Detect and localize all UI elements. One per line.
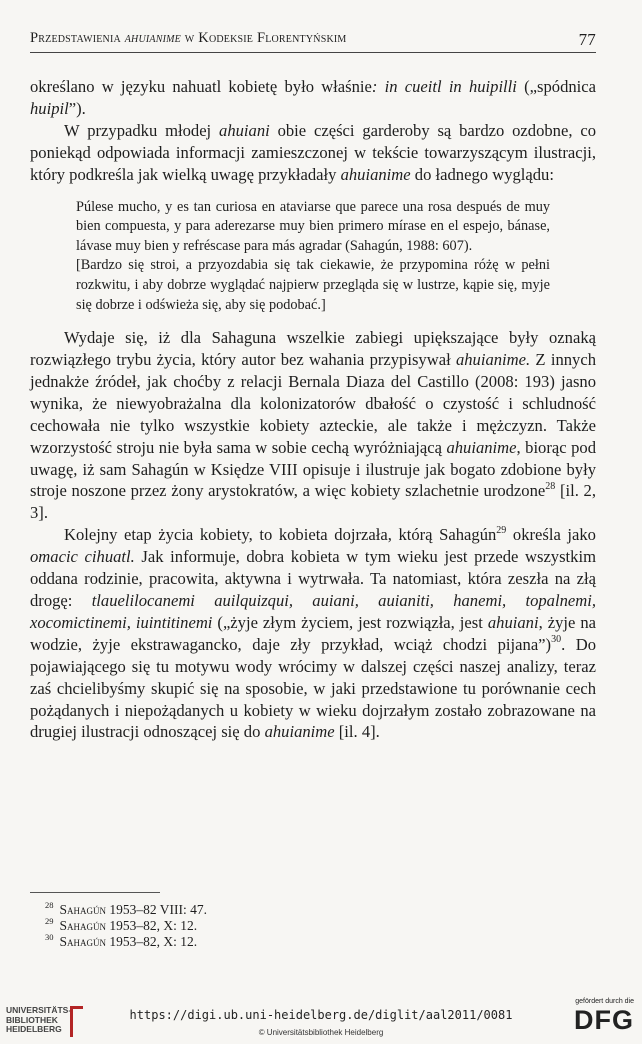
footnote-item: $^{30}$ Sahagún 1953–82, X: 12. xyxy=(45,931,198,949)
dfg-logo[interactable]: gefördert durch die DFG xyxy=(574,998,634,1035)
library-logo[interactable]: UNIVERSITÄTS- BIBLIOTHEK HEIDELBERG xyxy=(6,1006,71,1035)
paragraph-3: Wydaje się, iż dla Sahaguna wszelkie zabiegi upiększające były oznaką rozwiązłego trybu życia, który autor bez wahania przypisywał ahuianime. Z innych jednakże źródeł, jak choćby z relacji Bernala Diaza del Castillo (2008: 193) jasno wynika, że niewyobrażalna dla kolonizatorów dbałość o czystość i schludność cechowała nie tylko wszystkie kobiety azteckie, ale także i mężczyzn. Także wzorzystość stroju nie była sama w sobie cechą wyróżniającą ahuianime, biorąc pod uwagę, iż sam Sahagún w Księdze VIII opisuje i ilustruje jak bogato zdobione były stroje noszone przez żony arystokratów, a więc kobiety szlachetnie urodzone$^{28}$ [il. 2, 3]. xyxy=(30,328,596,523)
footnote-ref-28[interactable]: 28 xyxy=(545,480,556,492)
running-head xyxy=(30,30,596,53)
footnote-divider xyxy=(30,892,160,893)
footnote-item: $^{29}$ Sahagún 1953–82, X: 12. xyxy=(45,915,198,933)
paragraph-1: określano w języku nahuatl kobietę było właśnie: in cueitl in huipilli („spódnica huipil”). xyxy=(30,77,596,118)
body-text xyxy=(30,76,596,743)
footnote-ref-30[interactable]: 30 xyxy=(551,634,562,646)
quote-spanish: Púlese mucho, y es tan curiosa en ataviarse que parece una rosa después de muy bien compuesta, y para aderezarse muy bien primero mírase en el espejo, bánase, lávase muy bien y refréscase para más agradar (Sahagún, 1988: 607). xyxy=(76,198,550,254)
footnote-ref-29[interactable]: 29 xyxy=(496,524,507,536)
quote-polish: [Bardzo się stroi, a przyozdabia się tak ciekawie, że przypomina różę w pełni rozkwitu, i aby dobrze wyglądać najpierw przegląda się w lustrze, kąpie się, myje się dobrze i odświeża się, aby się podobać.] xyxy=(76,257,550,313)
digitization-footer xyxy=(0,994,642,1044)
block-quote xyxy=(76,198,550,316)
page-number: 77 xyxy=(578,30,596,49)
footnote-item: $^{28}$ Sahagún 1953–82 VIII: 47. xyxy=(45,899,208,917)
permalink-url[interactable]: https://digi.ub.uni-heidelberg.de/diglit/aal2011/0081 xyxy=(129,1008,513,1022)
running-title: Przedstawienia ahuianime w Kodeksie Florentyńskim xyxy=(30,30,347,46)
copyright-notice: © Universitätsbibliothek Heidelberg xyxy=(258,1028,384,1037)
footnotes xyxy=(45,899,208,950)
paragraph-2: W przypadku młodej ahuiani obie części garderoby są bardzo ozdobne, co poniekąd odpowiada informacji zamieszczonej w tekście towarzyszącym ilustracji, który podkreśla jak wielką uwagę przykładały ahuianime do ładnego wyglądu: xyxy=(30,120,596,184)
paragraph-4: Kolejny etap życia kobiety, to kobieta dojrzała, którą Sahagún$^{29}$ określa jako omacic cihuatl. Jak informuje, dobra kobieta w tym wieku jest przede wszystkim oddana rodzinie, pracowita, aktywna i wytrwała. Ta natomiast, która zeszła na złą drogę: tlauelilocanemi auilquizqui, auiani, auianiti, hanemi, topalnemi, xocomictinemi, iuintitinemi („żyje złym życiem, jest rozwiązła, jest ahuiani, żyje na wodzie, żyje ekstrawagancko, daje zły przykład, wciąż chodzi pijana”)$^{30}$. Do pojawiającego się tu motywu wody wrócimy w dalszej części naszej analizy, teraz zaś chcielibyśmy skupić się na sposobie, w jaki przedstawione tu porównanie cech pożądanych i niepożądanych u kobiety w wieku dojrzałym zostało zobrazowane na drugiej ilustracji odnoszącej się do ahuianime [il. 4]. xyxy=(30,524,597,742)
